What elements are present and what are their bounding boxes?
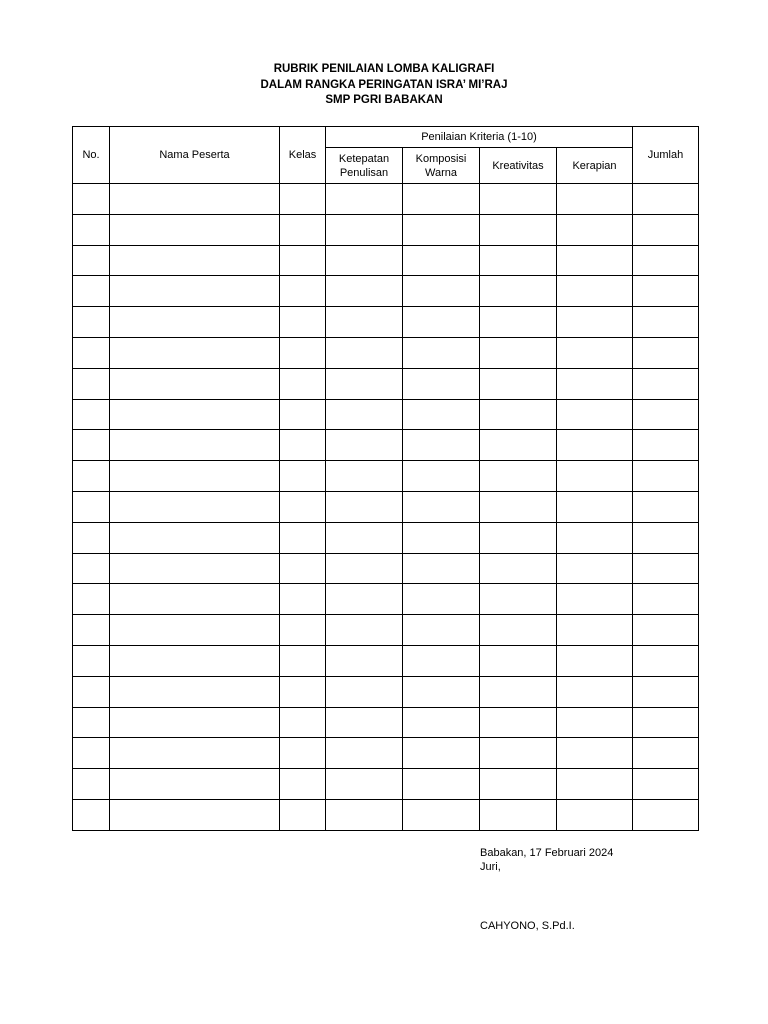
- cell-kreativitas: [480, 491, 557, 522]
- cell-ketepatan: [326, 799, 403, 830]
- header-criteria-group: Penilaian Kriteria (1-10): [326, 127, 633, 148]
- cell-komposisi: [403, 738, 480, 769]
- cell-nama-peserta: [110, 368, 280, 399]
- cell-kreativitas: [480, 307, 557, 338]
- cell-ketepatan: [326, 491, 403, 522]
- cell-ketepatan: [326, 707, 403, 738]
- cell-ketepatan: [326, 337, 403, 368]
- table-row: [73, 769, 699, 800]
- cell-jumlah: [633, 491, 699, 522]
- cell-kelas: [280, 430, 326, 461]
- cell-kerapian: [557, 368, 633, 399]
- cell-kreativitas: [480, 584, 557, 615]
- cell-ketepatan: [326, 645, 403, 676]
- cell-no: [73, 553, 110, 584]
- cell-nama-peserta: [110, 707, 280, 738]
- cell-komposisi: [403, 645, 480, 676]
- table-row: [73, 645, 699, 676]
- cell-kreativitas: [480, 676, 557, 707]
- cell-kerapian: [557, 676, 633, 707]
- cell-kreativitas: [480, 769, 557, 800]
- cell-no: [73, 645, 110, 676]
- cell-ketepatan: [326, 184, 403, 215]
- footer-role: Juri,: [480, 861, 501, 873]
- cell-komposisi: [403, 245, 480, 276]
- table-row: [73, 522, 699, 553]
- header-kelas: Kelas: [280, 127, 326, 184]
- cell-jumlah: [633, 615, 699, 646]
- cell-nama-peserta: [110, 738, 280, 769]
- cell-kelas: [280, 645, 326, 676]
- title-line-3: SMP PGRI BABAKAN: [325, 94, 443, 106]
- cell-no: [73, 276, 110, 307]
- cell-ketepatan: [326, 245, 403, 276]
- cell-komposisi: [403, 337, 480, 368]
- cell-kelas: [280, 276, 326, 307]
- cell-jumlah: [633, 769, 699, 800]
- cell-nama-peserta: [110, 184, 280, 215]
- cell-no: [73, 738, 110, 769]
- cell-no: [73, 214, 110, 245]
- cell-komposisi: [403, 584, 480, 615]
- table-row: [73, 491, 699, 522]
- cell-ketepatan: [326, 553, 403, 584]
- cell-ketepatan: [326, 276, 403, 307]
- cell-ketepatan: [326, 399, 403, 430]
- cell-kreativitas: [480, 553, 557, 584]
- header-komposisi-warna: Komposisi Warna: [403, 148, 480, 184]
- cell-no: [73, 491, 110, 522]
- table-row: [73, 399, 699, 430]
- cell-jumlah: [633, 214, 699, 245]
- header-kreativitas: Kreativitas: [480, 148, 557, 184]
- cell-komposisi: [403, 399, 480, 430]
- cell-no: [73, 368, 110, 399]
- cell-jumlah: [633, 399, 699, 430]
- cell-no: [73, 337, 110, 368]
- cell-kerapian: [557, 645, 633, 676]
- cell-kerapian: [557, 276, 633, 307]
- header-jumlah: Jumlah: [633, 127, 699, 184]
- cell-kerapian: [557, 337, 633, 368]
- cell-jumlah: [633, 461, 699, 492]
- cell-no: [73, 707, 110, 738]
- cell-komposisi: [403, 430, 480, 461]
- cell-komposisi: [403, 368, 480, 399]
- header-ketepatan-penulisan: Ketepatan Penulisan: [326, 148, 403, 184]
- title-line-1: RUBRIK PENILAIAN LOMBA KALIGRAFI: [273, 63, 495, 75]
- cell-komposisi: [403, 799, 480, 830]
- cell-jumlah: [633, 645, 699, 676]
- cell-jumlah: [633, 799, 699, 830]
- cell-nama-peserta: [110, 769, 280, 800]
- cell-jumlah: [633, 184, 699, 215]
- cell-jumlah: [633, 584, 699, 615]
- table-row: [73, 553, 699, 584]
- table-row: [73, 584, 699, 615]
- cell-kelas: [280, 184, 326, 215]
- cell-nama-peserta: [110, 461, 280, 492]
- cell-ketepatan: [326, 522, 403, 553]
- table-row: [73, 738, 699, 769]
- cell-jumlah: [633, 368, 699, 399]
- cell-kelas: [280, 245, 326, 276]
- cell-kelas: [280, 769, 326, 800]
- cell-no: [73, 584, 110, 615]
- header-kerapian: Kerapian: [557, 148, 633, 184]
- cell-kelas: [280, 584, 326, 615]
- cell-komposisi: [403, 707, 480, 738]
- cell-nama-peserta: [110, 430, 280, 461]
- document-title: [0, 62, 768, 109]
- cell-kreativitas: [480, 399, 557, 430]
- cell-no: [73, 676, 110, 707]
- cell-komposisi: [403, 522, 480, 553]
- rubric-table: [72, 126, 699, 831]
- table-row: [73, 707, 699, 738]
- cell-ketepatan: [326, 738, 403, 769]
- cell-jumlah: [633, 522, 699, 553]
- cell-kreativitas: [480, 430, 557, 461]
- table-row: [73, 430, 699, 461]
- cell-kerapian: [557, 184, 633, 215]
- footer-signatory: CAHYONO, S.Pd.I.: [480, 920, 575, 932]
- table-row: [73, 615, 699, 646]
- cell-nama-peserta: [110, 307, 280, 338]
- cell-kelas: [280, 461, 326, 492]
- cell-nama-peserta: [110, 276, 280, 307]
- cell-no: [73, 522, 110, 553]
- cell-jumlah: [633, 707, 699, 738]
- cell-kelas: [280, 337, 326, 368]
- cell-kerapian: [557, 399, 633, 430]
- cell-nama-peserta: [110, 645, 280, 676]
- table-row: [73, 184, 699, 215]
- table-row: [73, 214, 699, 245]
- cell-jumlah: [633, 337, 699, 368]
- cell-komposisi: [403, 214, 480, 245]
- cell-kreativitas: [480, 707, 557, 738]
- cell-jumlah: [633, 276, 699, 307]
- cell-no: [73, 399, 110, 430]
- cell-jumlah: [633, 738, 699, 769]
- table-row: [73, 676, 699, 707]
- cell-jumlah: [633, 307, 699, 338]
- cell-nama-peserta: [110, 615, 280, 646]
- cell-ketepatan: [326, 615, 403, 646]
- cell-kerapian: [557, 491, 633, 522]
- cell-kreativitas: [480, 461, 557, 492]
- cell-kreativitas: [480, 615, 557, 646]
- cell-nama-peserta: [110, 799, 280, 830]
- footer-place-date: Babakan, 17 Februari 2024: [480, 847, 614, 859]
- cell-kreativitas: [480, 337, 557, 368]
- header-no: No.: [73, 127, 110, 184]
- cell-kreativitas: [480, 276, 557, 307]
- cell-kelas: [280, 522, 326, 553]
- cell-kerapian: [557, 461, 633, 492]
- cell-jumlah: [633, 430, 699, 461]
- cell-ketepatan: [326, 430, 403, 461]
- cell-nama-peserta: [110, 491, 280, 522]
- rubric-table-body: [73, 184, 699, 831]
- cell-kelas: [280, 307, 326, 338]
- cell-kelas: [280, 799, 326, 830]
- cell-kerapian: [557, 799, 633, 830]
- cell-komposisi: [403, 184, 480, 215]
- cell-no: [73, 245, 110, 276]
- cell-no: [73, 430, 110, 461]
- cell-kerapian: [557, 553, 633, 584]
- cell-no: [73, 184, 110, 215]
- cell-kerapian: [557, 584, 633, 615]
- cell-nama-peserta: [110, 676, 280, 707]
- header-nama-peserta: Nama Peserta: [110, 127, 280, 184]
- cell-kreativitas: [480, 799, 557, 830]
- cell-kreativitas: [480, 645, 557, 676]
- cell-komposisi: [403, 491, 480, 522]
- cell-nama-peserta: [110, 522, 280, 553]
- cell-komposisi: [403, 676, 480, 707]
- cell-jumlah: [633, 553, 699, 584]
- cell-nama-peserta: [110, 214, 280, 245]
- cell-kerapian: [557, 245, 633, 276]
- cell-nama-peserta: [110, 245, 280, 276]
- cell-kelas: [280, 738, 326, 769]
- cell-kelas: [280, 676, 326, 707]
- cell-no: [73, 769, 110, 800]
- cell-ketepatan: [326, 676, 403, 707]
- cell-ketepatan: [326, 769, 403, 800]
- cell-kelas: [280, 399, 326, 430]
- cell-no: [73, 307, 110, 338]
- cell-kreativitas: [480, 184, 557, 215]
- cell-kelas: [280, 707, 326, 738]
- cell-kreativitas: [480, 214, 557, 245]
- cell-komposisi: [403, 769, 480, 800]
- cell-ketepatan: [326, 584, 403, 615]
- table-row: [73, 368, 699, 399]
- cell-kreativitas: [480, 738, 557, 769]
- cell-komposisi: [403, 276, 480, 307]
- cell-nama-peserta: [110, 399, 280, 430]
- cell-nama-peserta: [110, 584, 280, 615]
- table-row: [73, 461, 699, 492]
- cell-kerapian: [557, 307, 633, 338]
- cell-kerapian: [557, 769, 633, 800]
- table-row: [73, 337, 699, 368]
- cell-kelas: [280, 553, 326, 584]
- cell-no: [73, 799, 110, 830]
- cell-ketepatan: [326, 461, 403, 492]
- cell-ketepatan: [326, 307, 403, 338]
- cell-kerapian: [557, 430, 633, 461]
- cell-kerapian: [557, 522, 633, 553]
- cell-no: [73, 461, 110, 492]
- cell-ketepatan: [326, 214, 403, 245]
- cell-kelas: [280, 368, 326, 399]
- table-row: [73, 799, 699, 830]
- cell-kelas: [280, 491, 326, 522]
- table-row: [73, 307, 699, 338]
- cell-kelas: [280, 615, 326, 646]
- cell-komposisi: [403, 307, 480, 338]
- table-row: [73, 245, 699, 276]
- cell-kerapian: [557, 214, 633, 245]
- cell-jumlah: [633, 676, 699, 707]
- cell-komposisi: [403, 615, 480, 646]
- cell-kerapian: [557, 615, 633, 646]
- cell-nama-peserta: [110, 553, 280, 584]
- cell-kelas: [280, 214, 326, 245]
- cell-kreativitas: [480, 522, 557, 553]
- cell-kreativitas: [480, 245, 557, 276]
- cell-nama-peserta: [110, 337, 280, 368]
- cell-ketepatan: [326, 368, 403, 399]
- table-row: [73, 276, 699, 307]
- cell-komposisi: [403, 461, 480, 492]
- cell-kerapian: [557, 707, 633, 738]
- cell-jumlah: [633, 245, 699, 276]
- cell-kerapian: [557, 738, 633, 769]
- title-line-2: DALAM RANGKA PERINGATAN ISRA’ MI’RAJ: [260, 78, 508, 91]
- cell-kreativitas: [480, 368, 557, 399]
- cell-komposisi: [403, 553, 480, 584]
- cell-no: [73, 615, 110, 646]
